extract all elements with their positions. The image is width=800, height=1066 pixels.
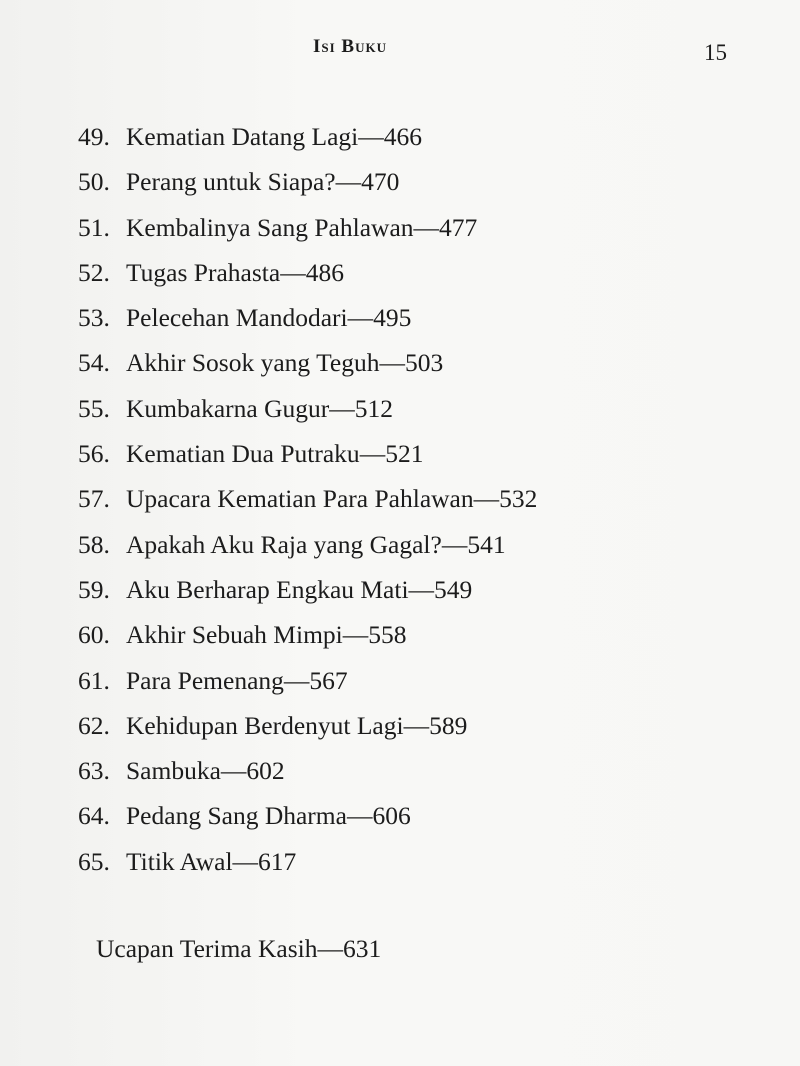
entry-dash: — xyxy=(335,167,362,197)
toc-entry xyxy=(78,839,537,884)
entry-title: Sambuka xyxy=(126,756,221,786)
entry-title: Apakah Aku Raja yang Gagal? xyxy=(126,529,442,559)
entry-dash: — xyxy=(280,257,306,287)
entry-dash: — xyxy=(317,934,343,963)
toc-entry xyxy=(78,612,537,657)
entry-dash: — xyxy=(413,212,440,242)
entry-title: Kematian Datang Lagi xyxy=(126,122,359,151)
entry-dash: — xyxy=(358,122,384,151)
entry-page: 486 xyxy=(305,257,344,287)
toc-entry xyxy=(78,340,537,385)
entry-number: 62. xyxy=(78,710,110,740)
entry-title: Pedang Sang Dharma xyxy=(126,801,347,831)
entry-dash: — xyxy=(220,756,247,786)
entry-number: 55. xyxy=(78,393,110,423)
entry-title: Titik Awal xyxy=(126,846,233,876)
entry-number: 65. xyxy=(78,846,110,876)
toc-entry xyxy=(78,386,537,431)
acknowledgements-title: Ucapan Terima Kasih xyxy=(96,934,318,963)
entry-page: 466 xyxy=(383,122,422,151)
entry-page: 558 xyxy=(368,620,407,650)
entry-title: Pelecehan Mandodari xyxy=(126,303,348,333)
entry-dash: — xyxy=(403,710,430,740)
entry-dash: — xyxy=(408,574,435,604)
toc-entry xyxy=(78,522,537,567)
entry-page: 549 xyxy=(434,574,473,604)
entry-number: 60. xyxy=(78,620,110,650)
entry-number: 49. xyxy=(78,122,110,151)
entry-dash: — xyxy=(283,665,310,695)
toc-entry xyxy=(78,703,537,748)
entry-page: 521 xyxy=(385,439,424,469)
entry-number: 56. xyxy=(78,439,110,469)
entry-dash: — xyxy=(329,393,355,423)
entry-number: 61. xyxy=(78,665,110,695)
entry-page: 512 xyxy=(354,393,393,423)
toc-entry xyxy=(78,567,537,612)
entry-number: 53. xyxy=(78,303,110,333)
entry-title: Kembalinya Sang Pahlawan xyxy=(126,212,414,242)
entry-title: Perang untuk Siapa? xyxy=(126,167,336,197)
entry-page: 470 xyxy=(361,167,400,197)
entry-page: 477 xyxy=(439,212,478,242)
page-number: 15 xyxy=(704,40,727,65)
entry-dash: — xyxy=(441,529,468,559)
entry-dash: — xyxy=(232,846,259,876)
toc-entry xyxy=(78,114,537,159)
entry-number: 54. xyxy=(78,348,110,378)
toc-entry xyxy=(78,431,537,476)
entry-page: 602 xyxy=(246,756,285,786)
entry-title: Aku Berharap Engkau Mati xyxy=(126,574,409,604)
entry-page: 617 xyxy=(258,846,297,876)
entry-title: Upacara Kematian Para Pahlawan xyxy=(126,484,474,514)
entry-number: 59. xyxy=(78,574,110,604)
entry-title: Akhir Sosok yang Teguh xyxy=(126,348,380,378)
toc-entry xyxy=(78,793,537,838)
toc-entry xyxy=(78,658,537,703)
running-head: Isi Buku xyxy=(313,36,387,57)
toc-entry xyxy=(78,476,537,521)
entry-title: Kematian Dua Putraku xyxy=(126,439,360,469)
entry-number: 52. xyxy=(78,257,110,287)
toc-entry xyxy=(78,748,537,793)
entry-page: 495 xyxy=(373,303,412,333)
entry-number: 64. xyxy=(78,801,110,831)
entry-page: 532 xyxy=(499,484,538,514)
entry-page: 503 xyxy=(404,348,444,378)
entry-dash: — xyxy=(359,439,386,469)
entry-number: 50. xyxy=(78,167,110,197)
entry-title: Tugas Prahasta xyxy=(126,257,281,287)
toc-entry xyxy=(78,250,537,295)
entry-dash: — xyxy=(379,348,405,378)
entry-page: 606 xyxy=(372,801,411,831)
table-of-contents xyxy=(78,114,537,884)
entry-title: Akhir Sebuah Mimpi xyxy=(126,620,343,650)
entry-number: 51. xyxy=(78,212,110,242)
acknowledgements-entry xyxy=(96,926,381,971)
entry-title: Kumbakarna Gugur xyxy=(126,393,330,423)
entry-number: 57. xyxy=(78,484,110,514)
entry-dash: — xyxy=(473,484,500,514)
entry-number: 63. xyxy=(78,756,110,786)
toc-entry xyxy=(78,159,537,204)
toc-entry xyxy=(78,295,537,340)
entry-page: 567 xyxy=(309,665,348,695)
entry-title: Kehidupan Berdenyut Lagi xyxy=(126,710,404,740)
entry-number: 58. xyxy=(78,529,110,559)
acknowledgements-page: 631 xyxy=(343,934,382,963)
entry-dash: — xyxy=(346,801,373,831)
entry-title: Para Pemenang xyxy=(126,665,284,695)
entry-dash: — xyxy=(347,303,374,333)
toc-entry xyxy=(78,205,537,250)
entry-dash: — xyxy=(342,620,369,650)
entry-page: 589 xyxy=(429,710,468,740)
entry-page: 541 xyxy=(467,529,506,559)
